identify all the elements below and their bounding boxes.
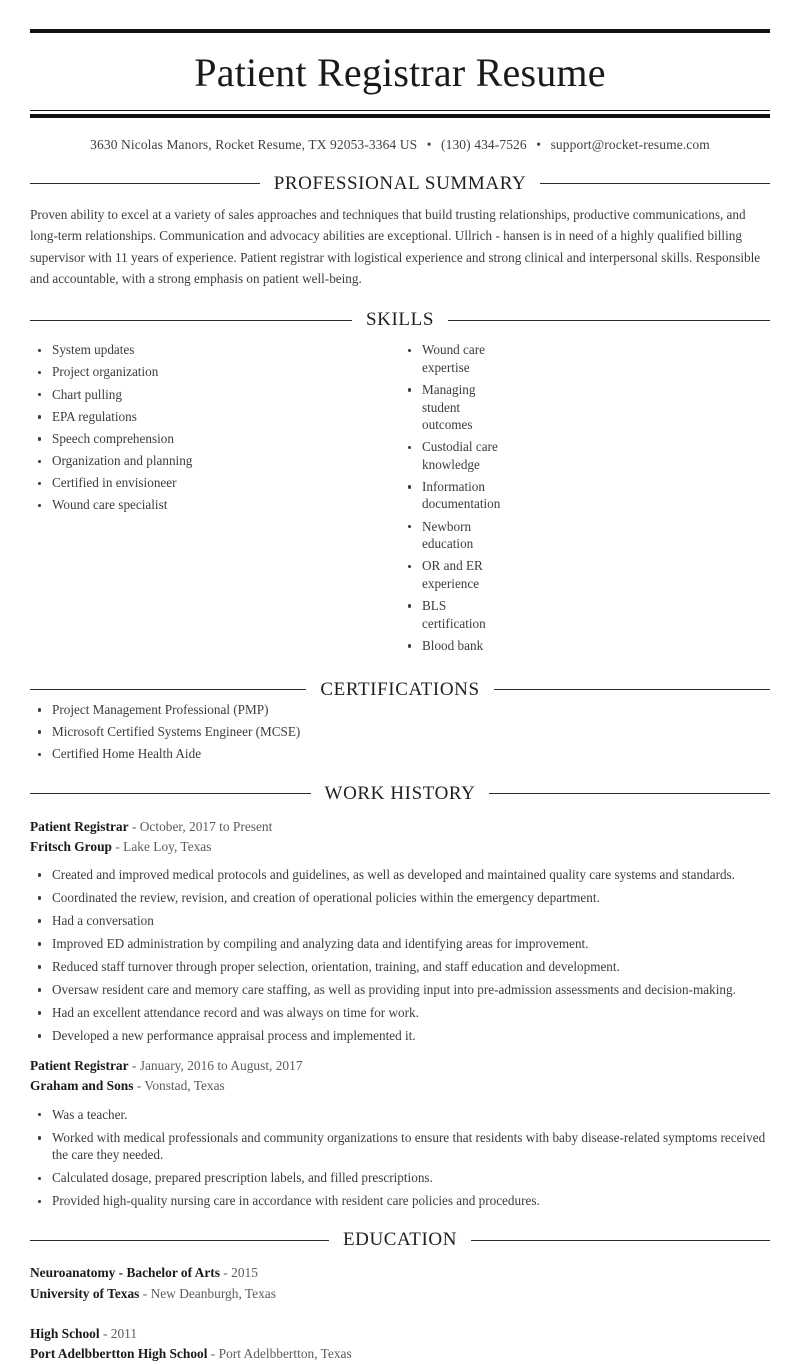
job-dates: January, 2016 to August, 2017 (139, 1058, 303, 1074)
work-entry (30, 817, 770, 1045)
list-item: Organization and planning (30, 452, 400, 470)
job-title: Patient Registrar (30, 818, 129, 834)
work-entry-title-line (30, 1056, 770, 1076)
section-title-education: EDUCATION (342, 1229, 458, 1251)
separator-dash: - (102, 1325, 108, 1341)
job-dates: October, 2017 to Present (139, 818, 273, 834)
list-item: Had a conversation (30, 912, 770, 929)
list-item: Project organization (30, 363, 400, 381)
work-entry-bullets (30, 1106, 770, 1210)
education-school: University of Texas (30, 1285, 140, 1301)
education-school: Port Adelbbertton High School (30, 1345, 208, 1361)
list-item: Wound care expertise (400, 341, 500, 376)
contact-address: 3630 Nicolas Manors, Rocket Resume, TX 92053-3364 US (90, 136, 418, 152)
separator-dash: - (115, 838, 120, 854)
section-title-certifications: CERTIFICATIONS (320, 678, 480, 700)
list-item: EPA regulations (30, 408, 400, 426)
contact-line (30, 118, 770, 153)
education-year: 2015 (231, 1265, 258, 1281)
separator-dash: - (142, 1285, 148, 1301)
education-year: 2011 (110, 1325, 138, 1341)
contact-separator-1: • (426, 136, 432, 152)
work-entry-company-line (30, 837, 770, 857)
list-item: Custodial care knowledge (400, 438, 500, 473)
education-program-line (30, 1324, 770, 1344)
rule-right (471, 1240, 770, 1241)
job-company: Graham and Sons (30, 1078, 134, 1094)
section-title-work-history: WORK HISTORY (324, 782, 476, 804)
list-item: Provided high-quality nursing care in accordance with resident care policies and procedures. (30, 1192, 770, 1209)
separator-dash: - (210, 1345, 216, 1361)
section-title-skills: SKILLS (366, 309, 434, 331)
education-entry (30, 1324, 770, 1364)
rule-left (30, 1240, 329, 1241)
list-item: Had an excellent attendance record and was always on time for work. (30, 1004, 770, 1021)
list-item: Oversaw resident care and memory care staffing, as well as providing input into pre-admission assessments and decision-making. (30, 981, 770, 998)
separator-dash: - (131, 1058, 137, 1074)
rule-right (448, 320, 770, 321)
contact-phone: (130) 434-7526 (441, 136, 527, 152)
separator-dash: - (136, 1078, 142, 1094)
list-item: Managing student outcomes (400, 381, 500, 434)
list-item: BLS certification (400, 597, 500, 632)
list-item: Was a teacher. (30, 1106, 770, 1123)
rule-right (540, 183, 770, 184)
work-entry-company-line (30, 1076, 770, 1096)
work-entry-title-line (30, 817, 770, 837)
certifications-list (30, 701, 770, 763)
list-item: System updates (30, 341, 400, 359)
skills-list-right (400, 341, 500, 654)
separator-dash: - (131, 818, 137, 834)
rule-left (30, 320, 352, 321)
rule-left (30, 183, 260, 184)
education-program: Neuroanatomy - Bachelor of Arts (30, 1265, 220, 1281)
section-header-work-history (30, 783, 770, 805)
list-item: Developed a new performance appraisal process and implemented it. (30, 1027, 770, 1044)
job-title: Patient Registrar (30, 1058, 129, 1074)
section-header-skills (30, 309, 770, 331)
skills-columns (30, 341, 770, 659)
list-item: Certified Home Health Aide (30, 745, 770, 763)
education-program-line (30, 1263, 770, 1283)
work-entry-bullets (30, 866, 770, 1045)
list-item: Microsoft Certified Systems Engineer (MCSE) (30, 723, 770, 741)
education-school-line (30, 1344, 770, 1364)
job-location: Vonstad, Texas (144, 1078, 225, 1094)
job-location: Lake Loy, Texas (123, 838, 212, 854)
list-item: Blood bank (400, 637, 500, 655)
list-item: Calculated dosage, prepared prescription labels, and filled prescriptions. (30, 1169, 770, 1186)
education-location: Port Adelbbertton, Texas (218, 1345, 352, 1361)
section-header-certifications (30, 679, 770, 701)
work-entry (30, 1056, 770, 1209)
list-item: Created and improved medical protocols and guidelines, as well as developed and maintained quality care systems and standards. (30, 866, 770, 883)
list-item: Worked with medical professionals and community organizations to ensure that residents with baby disease-related symptoms received the care they needed. (30, 1129, 770, 1164)
list-item: Improved ED administration by compiling and analyzing data and identifying areas for improvement. (30, 935, 770, 952)
education-school-line (30, 1284, 770, 1304)
list-item: OR and ER experience (400, 557, 500, 592)
list-item: Coordinated the review, revision, and creation of operational policies within the emergency department. (30, 889, 770, 906)
list-item: Project Management Professional (PMP) (30, 701, 770, 719)
list-item: Certified in envisioneer (30, 474, 400, 492)
rule-right (489, 793, 770, 794)
section-header-summary (30, 173, 770, 195)
contact-email: support@rocket-resume.com (550, 136, 710, 152)
rule-right (494, 689, 770, 690)
page-title: Patient Registrar Resume (194, 50, 606, 95)
contact-separator-2: • (536, 136, 542, 152)
summary-text: Proven ability to excel at a variety of sales approaches and techniques that build trusting relationships, productive communications, and long-term relationships. Communication and advocacy abilities are exceptional. Ullrich - hansen is in need of a highly qualified billing supervisor with 11 years of experience. Patient registrar with logistical experience and strong clinical and interpersonal skills. Responsible and accountable, with a strong emphasis on patient well-being. (30, 206, 761, 286)
list-item: Newborn education (400, 518, 500, 553)
job-company: Fritsch Group (30, 838, 112, 854)
section-header-education (30, 1229, 770, 1251)
rule-left (30, 793, 311, 794)
rule-left (30, 689, 306, 690)
list-item: Reduced staff turnover through proper selection, orientation, training, and staff education and development. (30, 958, 770, 975)
education-program: High School (30, 1325, 100, 1341)
list-item: Chart pulling (30, 386, 400, 404)
title-rule-thin (30, 110, 770, 111)
list-item: Speech comprehension (30, 430, 400, 448)
list-item: Wound care specialist (30, 496, 400, 514)
separator-dash: - (223, 1265, 228, 1281)
list-item: Information documentation (400, 478, 500, 513)
education-entry (30, 1263, 770, 1303)
section-title-summary: PROFESSIONAL SUMMARY (273, 172, 527, 194)
education-location: New Deanburgh, Texas (150, 1285, 276, 1301)
resume-page (0, 29, 800, 1361)
